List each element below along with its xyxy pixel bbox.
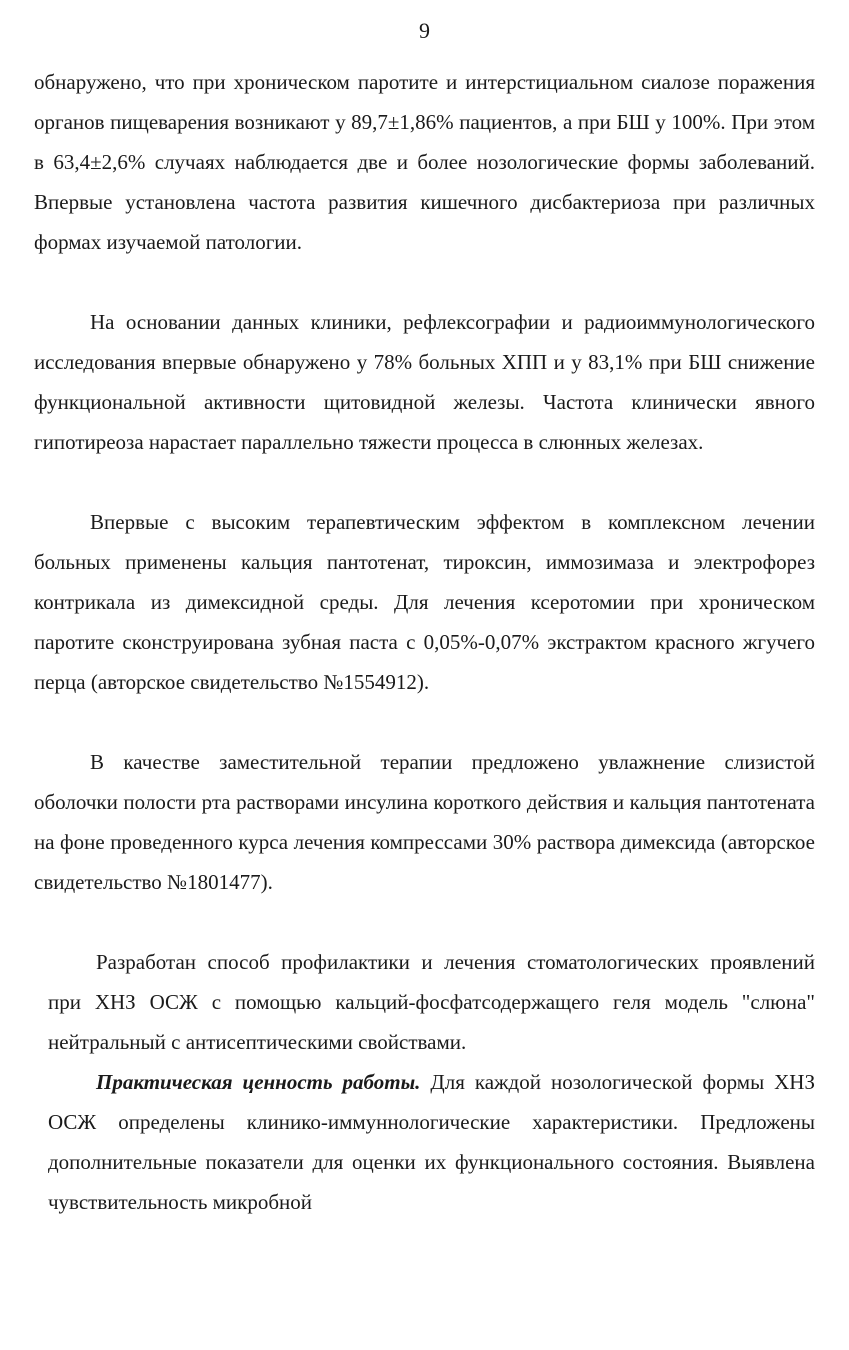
practical-value-heading: Практическая ценность работы. [96,1070,421,1094]
paragraph-prevention-method: Разработан способ профилактики и лечения стоматологических проявлений при ХНЗ ОСЖ с помощью кальций-фосфатсодержащего геля модель "слюна" нейтральный с антисептическими свойствами. [48,950,815,1054]
paragraph-treatment-methods: Впервые с высоким терапевтическим эффектом в комплексном лечении больных применены кальция пантотенат, тироксин, иммозимаза и электрофорез контрикала из димексидной среды. Для лечения ксеротомии при хроническом паротите сконструирована зубная паста с 0,05%-0,07% экстрактом красного жгучего перца (авторское свидетельство №1554912). [34,510,815,694]
paragraph-digestive-findings: обнаружено, что при хроническом паротите и интерстициальном сиалозе поражения органов пищеварения возникают у 89,7±1,86% пациентов, а при БШ у 100%. При этом в 63,4±2,6% случаях наблюдается две и более нозологические формы заболеваний. Впервые установлена частота развития кишечного дисбактериоза при различных формах изучаемой патологии. [34,70,815,254]
paragraph-replacement-therapy: В качестве заместительной терапии предложено увлажнение слизистой оболочки полости рта растворами инсулина короткого действия и кальция пантотената на фоне проведенного курса лечения компрессами 30% раствора димексида (авторское свидетельство №1801477). [34,750,815,894]
page-number: 9 [419,18,430,43]
paragraph-practical-value [48,1062,815,1222]
practical-value-text: Для каждой нозологической формы ХНЗ ОСЖ определены клинико-иммуннологические характеристики. Предложены дополнительные показатели для оценки их функционального состояния. Выявлена чувствительность микробной [48,1070,815,1214]
paragraph-thyroid-findings: На основании данных клиники, рефлексографии и радиоиммунологического исследования впервые обнаружено у 78% больных ХПП и у 83,1% при БШ снижение функциональной активности щитовидной железы. Частота клинически явного гипотиреоза нарастает параллельно тяжести процесса в слюнных железах. [34,310,815,454]
